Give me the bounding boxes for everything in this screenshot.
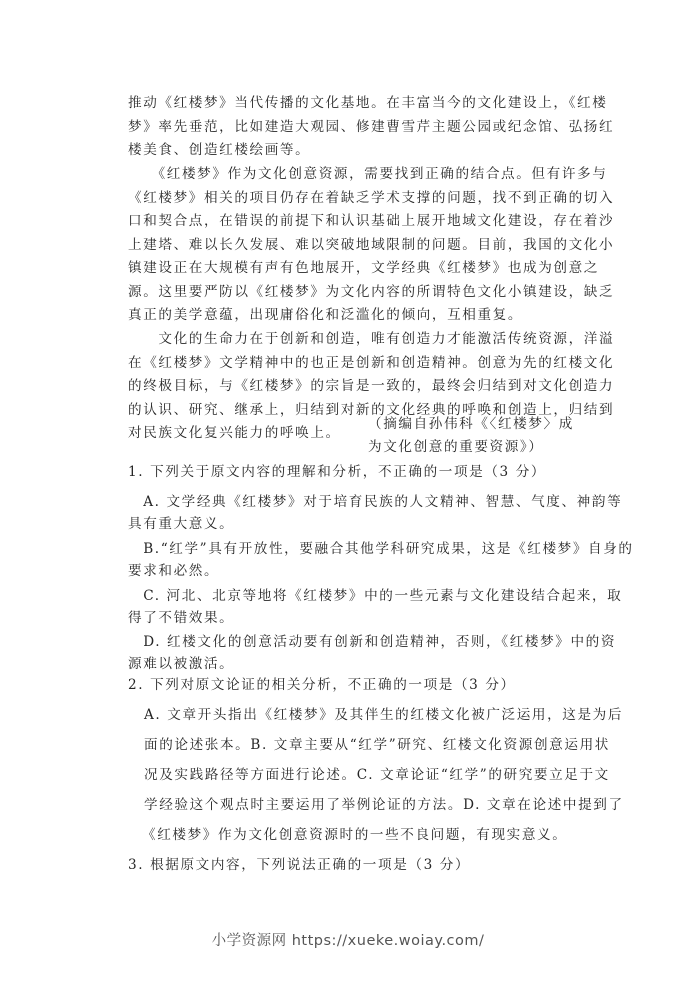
option-c: C. 河北、北京等地将《红楼梦》中的一些元素与文化建设结合起来，取 (128, 588, 623, 604)
passage-line: 真正的美学意蕴，出现庸俗化和泛滥化的倾向，互相重复。 (128, 307, 524, 323)
passage-line: 《红楼梦》作为文化创意资源，需要找到正确的结合点。但有许多与 (128, 166, 608, 182)
option-d: 源难以被激活。 (128, 656, 235, 672)
option-d: D. 红楼文化的创意活动要有创新和创造精神，否则，《红楼梦》中的资 (128, 634, 617, 650)
question-2-options: 况及实践路径等方面进行论述。C. 文章论证“红学”的研究要立足于文 (144, 767, 610, 783)
passage-line: 楼美食、创造红楼绘画等。 (128, 142, 311, 158)
option-b: 要求和必然。 (128, 563, 220, 579)
passage-line: 梦》率先垂范，比如建造大观园、修建曹雪芹主题公园或纪念馆、弘扬红 (128, 119, 615, 135)
passage-line: 在《红楼梦》文学精神中的也正是创新和创造精神。创意为先的红楼文化 (128, 355, 615, 371)
passage-line: 文化的生命力在于创新和创造，唯有创造力才能激活传统资源，洋溢 (128, 331, 615, 347)
question-1-stem: 1. 下列关于原文内容的理解和分析，不正确的一项是（3 分） (128, 464, 547, 480)
option-a: 具有重大意义。 (128, 516, 235, 532)
question-2-options: 学经验这个观点时主要运用了举例论证的方法。D. 文章在论述中提到了 (144, 797, 624, 813)
question-3-stem: 3. 根据原文内容，下列说法正确的一项是（3 分） (128, 857, 471, 873)
watermark: 小学资源网 https://xueke.woiay.com/ (211, 933, 485, 949)
passage-line: 推动《红楼梦》当代传播的文化基地。在丰富当今的文化建设上，《红楼 (128, 95, 608, 111)
option-c: 得了不错效果。 (128, 610, 235, 626)
passage-line: 源。这里要严防以《红楼梦》为文化内容的所谓特色文化小镇建设，缺乏 (128, 284, 615, 300)
question-2-options: 面的论述张本。B. 文章主要从“红学”研究、红楼文化资源创意运用状 (144, 737, 610, 753)
passage-line: 的认识、研究、继承上，归结到对新的文化经典的呼唤和创造上，归结到 (128, 402, 615, 418)
question-2-stem: 2. 下列对原文论证的相关分析，不正确的一项是（3 分） (128, 677, 516, 693)
passage-line: 的终极目标，与《红楼梦》的宗旨是一致的，最终会归结到对文化创造力 (128, 378, 615, 394)
passage-line: 镇建设正在大规模有声有色地展开，文学经典《红楼梦》也成为创意之 (128, 260, 600, 276)
source-citation: 为文化创意的重要资源》） (368, 439, 544, 455)
passage-line: 口和契合点，在错误的前提下和认识基础上展开地域文化建设，存在着沙 (128, 213, 615, 229)
option-a: A. 文学经典《红楼梦》对于培育民族的人文精神、智慧、气度、神韵等 (128, 494, 623, 510)
passage-line: 《红楼梦》相关的项目仍存在着缺乏学术支撑的问题，找不到正确的切入 (128, 190, 615, 206)
question-2-options: A. 文章开头指出《红楼梦》及其伴生的红楼文化被广泛运用，这是为后 (144, 707, 624, 723)
question-2-options: 《红楼梦》作为文化创意资源时的一些不良问题，有现实意义。 (142, 827, 568, 843)
passage-line: 对民族文化复兴能力的呼唤上。 (128, 425, 341, 441)
option-b: B.“红学”具有开放性，要融合其他学科研究成果，这是《红楼梦》自身的 (128, 541, 634, 557)
passage-line: 上建塔、难以长久发展、难以突破地域限制的问题。目前，我国的文化小 (128, 237, 615, 253)
source-citation: （摘编自孙伟科《〈红楼梦〉成 (368, 416, 574, 432)
